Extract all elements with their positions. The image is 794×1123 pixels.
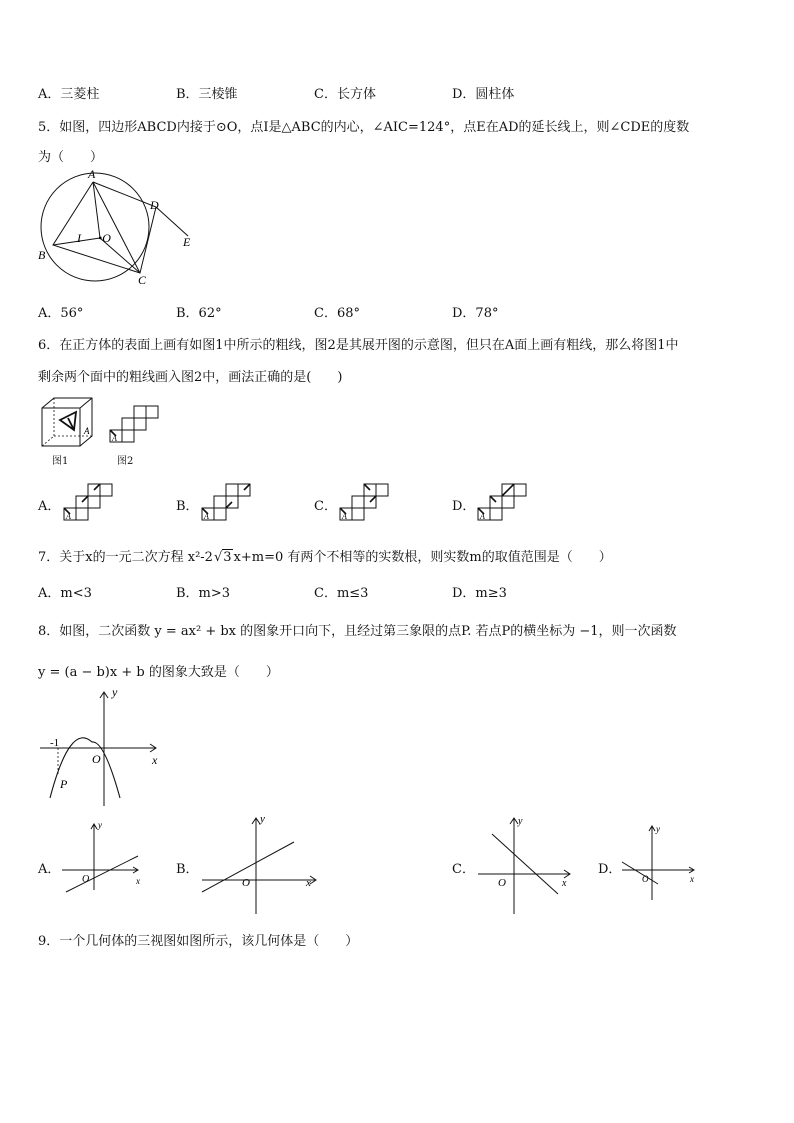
q8-option-d-y: y [656,824,660,834]
q8-option-c-x: x [562,878,567,889]
q6-option-b-letter: B． [176,499,199,514]
q8-option-d-x: x [690,874,694,884]
q8-option-d-graph [618,822,700,902]
q5-label-b: B [38,248,46,262]
q8-option-c-y: y [518,816,523,827]
q6-fig1-caption: 图1 [52,456,69,467]
q6-option-d-letter: D． [452,499,476,514]
q6-option-a-net [62,482,118,522]
q6-option-c-net [338,482,394,522]
q9-stem: 9．一个几何体的三视图如图所示，该几何体是（ ） [38,934,359,949]
q7-option-b: B．m>3 [176,586,231,601]
q8-graph-x-label: x [152,753,158,767]
q5-option-d: D．78° [452,306,499,321]
q6-option-a-letter: A． [38,499,61,514]
q8-option-d-letter: D． [598,862,622,877]
q5-option-a: A．56° [38,306,84,321]
q6-stem-line2: 剩余两个面中的粗线画入图2中，画法正确的是( ) [38,370,343,385]
q6-cube-figure [40,396,100,466]
q5-option-b: B．62° [176,306,222,321]
q6-option-c-face-label: A [342,512,347,521]
q8-graph-y-label: y [112,685,118,699]
q8-option-d-o: O [642,874,649,884]
q8-stem-line2: y = (a − b)x + b 的图象大致是（ ） [38,665,279,680]
q7-stem-before: 7．关于x的一元二次方程 x²-2 [38,550,213,565]
q4-option-c: C．长方体 [314,87,376,102]
q7-sqrt: √3 [213,550,232,565]
q8-stem-line1: 8．如图，二次函数 y = ax² + bx 的图象开口向下，且经过第三象限的点P. 若点P的横坐标为 −1，则一次函数 [38,624,677,639]
q7-option-c: C．m≤3 [314,586,369,601]
q4-option-d: D．圆柱体 [452,87,515,102]
q6-option-c-letter: C． [314,499,337,514]
q5-label-i: I [77,231,81,245]
q8-option-b-o: O [242,877,250,889]
q7-stem [38,546,612,565]
q8-option-b-graph [198,812,322,916]
q5-stem-line1: 5．如图，四边形ABCD内接于⊙O，点I是△ABC的内心，∠AIC=124°，点E在AD的延长线上，则∠CDE的度数 [38,120,690,135]
q8-option-a-graph [58,818,148,896]
q5-stem-line2: 为（ ） [38,150,104,165]
q6-option-d-face-label: A [480,512,485,521]
q7-stem-after: x+m=0 有两个不相等的实数根，则实数m的取值范围是（ ） [233,550,612,565]
q6-option-b-net [200,482,256,522]
q6-net-figure [108,404,164,444]
q8-graph-neg1-label: -1 [50,737,60,749]
q4-option-a: A．三菱柱 [38,87,100,102]
q6-fig2-caption: 图2 [117,456,134,467]
q5-label-d: D [150,198,159,212]
q8-option-a-letter: A． [38,862,61,877]
q5-label-e: E [183,235,191,249]
q7-option-a: A．m<3 [38,586,92,601]
q8-option-a-x: x [136,876,140,886]
q5-label-c: C [138,273,147,287]
q7-sqrt-value: 3 [223,550,232,565]
q6-option-b-face-label: A [204,512,209,521]
q8-option-c-graph [474,814,578,918]
q8-option-b-x: x [306,877,311,889]
q8-parabola-graph [38,682,168,812]
q7-option-d: D．m≥3 [452,586,507,601]
q6-net-face-label: A [112,434,117,443]
q6-stem-line1: 6．在正方体的表面上画有如图1中所示的粗线，图2是其展开图的示意图，但只在A面上画有粗线，那么将图1中 [38,338,679,353]
q8-graph-origin-label: O [92,752,101,766]
q5-option-c: C．68° [314,306,360,321]
q6-cube-face-label: A [84,426,90,436]
q8-option-a-o: O [82,874,90,885]
q5-circle-figure [30,165,210,290]
q4-option-b: B．三棱锥 [176,87,238,102]
q8-graph-p-label: P [60,777,68,791]
q8-option-c-letter: C． [452,862,475,877]
q8-option-a-y: y [98,820,102,830]
q8-option-b-y: y [260,813,265,825]
q6-option-d-net [476,482,532,522]
q6-option-a-face-label: A [66,512,71,521]
q5-label-a: A [88,167,96,181]
q8-option-c-o: O [498,877,506,889]
q5-label-o: •O [98,231,111,245]
q8-option-b-letter: B． [176,862,199,877]
